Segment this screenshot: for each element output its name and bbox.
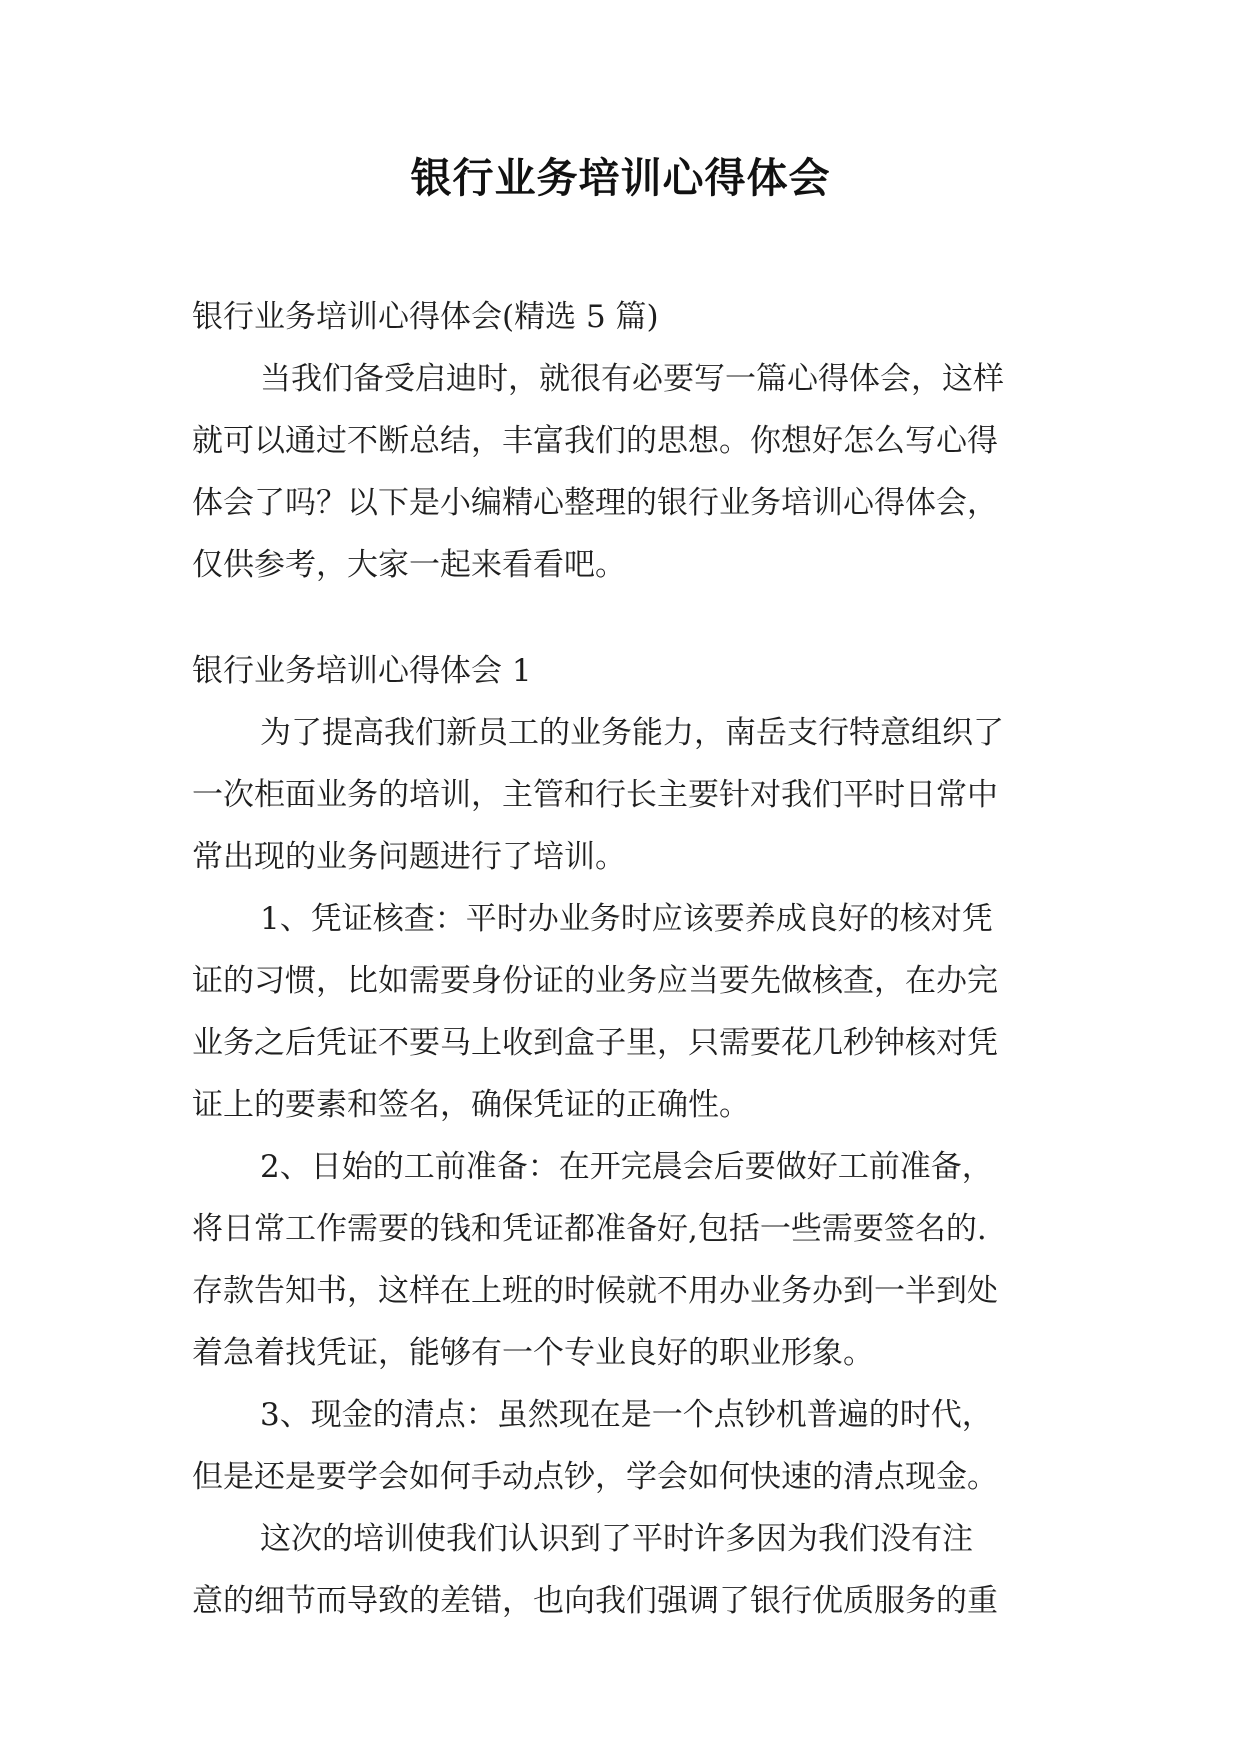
paragraph-line: 2、日始的工前准备：在开完晨会后要做好工前准备，	[260, 1149, 993, 1185]
document-subtitle: 银行业务培训心得体会(精选 5 篇)	[192, 299, 659, 335]
document-body	[192, 286, 1062, 1632]
paragraph-line: 证的习惯，比如需要身份证的业务应当要先做核查，在办完	[192, 963, 998, 999]
paragraph-line: 就可以通过不断总结，丰富我们的思想。你想好怎么写心得	[192, 423, 998, 459]
paragraph	[192, 1508, 1062, 1632]
paragraph-line: 将日常工作需要的钱和凭证都准备好,包括一些需要签名的.	[192, 1211, 987, 1247]
paragraph-line: 1、凭证核查：平时办业务时应该要养成良好的核对凭	[260, 901, 993, 937]
paragraph-line: 证上的要素和签名，确保凭证的正确性。	[192, 1087, 750, 1123]
paragraph-line: 这次的培训使我们认识到了平时许多因为我们没有注	[260, 1521, 973, 1557]
paragraph-line: 但是还是要学会如何手动点钞，学会如何快速的清点现金。	[192, 1459, 998, 1495]
paragraph-line: 体会了吗？以下是小编精心整理的银行业务培训心得体会，	[192, 485, 998, 521]
paragraph-line: 一次柜面业务的培训，主管和行长主要针对我们平时日常中	[192, 777, 998, 813]
section-spacer	[192, 596, 1062, 640]
paragraph-line: 存款告知书，这样在上班的时候就不用办业务办到一半到处	[192, 1273, 998, 1309]
paragraph-line: 业务之后凭证不要马上收到盒子里，只需要花几秒钟核对凭	[192, 1025, 998, 1061]
document-title: 银行业务培训心得体会	[410, 154, 831, 202]
list-item	[192, 1136, 1062, 1384]
paragraph-line: 为了提高我们新员工的业务能力，南岳支行特意组织了	[260, 715, 1004, 751]
paragraph-line: 仅供参考，大家一起来看看吧。	[192, 547, 626, 583]
intro-paragraph	[192, 348, 1062, 596]
section-heading: 银行业务培训心得体会 1	[192, 653, 532, 689]
paragraph	[192, 702, 1062, 888]
paragraph-line: 常出现的业务问题进行了培训。	[192, 839, 626, 875]
list-item	[192, 1384, 1062, 1508]
paragraph-line: 3、现金的清点：虽然现在是一个点钞机普遍的时代，	[260, 1397, 993, 1433]
list-item	[192, 888, 1062, 1136]
paragraph-line: 当我们备受启迪时，就很有必要写一篇心得体会，这样	[260, 361, 1004, 397]
paragraph-line: 意的细节而导致的差错，也向我们强调了银行优质服务的重	[192, 1583, 998, 1619]
paragraph-line: 着急着找凭证，能够有一个专业良好的职业形象。	[192, 1335, 874, 1371]
